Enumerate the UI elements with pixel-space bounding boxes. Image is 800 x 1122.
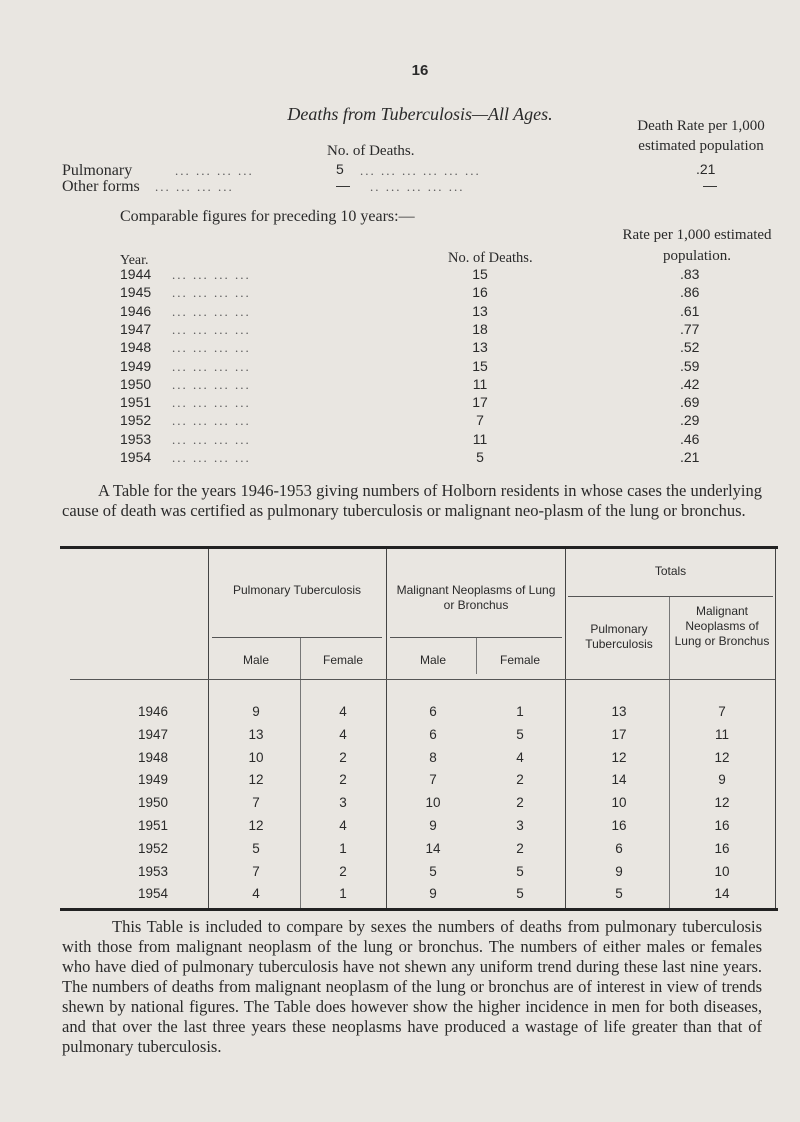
header-malignant-neoplasms: Malignant Neoplasms of Lung or Bronchus — [396, 583, 556, 612]
column-rule — [208, 549, 209, 908]
leader-dots: ... ... ... ... — [155, 179, 234, 194]
header-totals: Totals — [654, 564, 687, 578]
cell-year: 1946 — [137, 704, 169, 719]
cell-tm: 16 — [714, 818, 730, 833]
cell-year: 1950 — [137, 795, 169, 811]
comparable-rate: .69 — [680, 394, 700, 411]
leader-dots: ... ... ... ... ... ... — [360, 163, 481, 178]
cell-tm: 7 — [718, 704, 726, 719]
comparable-year: 1945 — [120, 284, 152, 301]
cell-year: 1947 — [137, 726, 169, 742]
table-top-rule — [60, 546, 778, 549]
header-totals-pulmonary: Pulmonary Tuberculosis — [585, 622, 653, 651]
cell-tp: 6 — [615, 840, 623, 856]
cell-pm: 12 — [248, 772, 264, 788]
leader-dots: ... ... ... ... — [172, 303, 251, 319]
summary-row-other-deaths: — — [336, 177, 350, 193]
cell-mf: 5 — [516, 886, 524, 902]
cell-tp: 16 — [611, 818, 627, 833]
comparable-deaths: 15 — [472, 357, 488, 374]
comparable-year: 1949 — [120, 357, 152, 374]
header-rule — [390, 637, 562, 638]
cell-tp: 9 — [615, 863, 623, 879]
cell-tm: 12 — [714, 795, 730, 811]
cell-mf: 2 — [516, 772, 524, 788]
summary-row-pulmonary-deaths: 5 — [336, 161, 344, 177]
comparable-rate: .83 — [680, 266, 700, 282]
comparable-year: 1951 — [120, 394, 152, 411]
cell-year: 1954 — [137, 886, 169, 902]
leader-dots: ... ... ... ... — [172, 431, 251, 447]
comparable-deaths: 18 — [472, 320, 488, 337]
column-rule — [669, 597, 670, 908]
comparable-deaths: 11 — [472, 375, 488, 392]
summary-rate-header: Death Rate per 1,000 estimated population — [637, 118, 765, 154]
header-malignant-male: Male — [419, 653, 446, 667]
comparable-deaths: 13 — [472, 302, 488, 319]
comparable-rate: .21 — [680, 449, 700, 465]
comparable-year: 1948 — [120, 339, 152, 356]
leader-dots: ... ... ... ... — [175, 163, 254, 178]
leader-dots: ... ... ... ... — [172, 376, 251, 392]
cell-mm: 7 — [429, 772, 437, 788]
table-intro-paragraph: A Table for the years 1946-1953 giving numbers of Holborn residents in whose cases the underlying cause of death was certified as pulmonary tuberculosis or malignant neo-plasm of the lung or bronchus. — [62, 481, 762, 520]
cell-mm: 10 — [425, 795, 441, 811]
comparable-year-header: Year. — [120, 253, 149, 268]
comparable-year: 1944 — [120, 266, 152, 282]
cell-pf: 2 — [339, 863, 347, 879]
leader-dots: ... ... ... ... — [172, 395, 251, 411]
cell-mm: 9 — [429, 818, 437, 833]
column-rule — [775, 549, 776, 908]
comparable-deaths: 15 — [472, 266, 488, 282]
leader-dots: ... ... ... ... — [172, 413, 251, 429]
cell-pf: 1 — [339, 886, 347, 902]
comparable-rate: .29 — [680, 412, 700, 429]
cell-mf: 2 — [516, 840, 524, 856]
summary-row-pulmonary-rate: .21 — [696, 161, 716, 177]
closing-paragraph: This Table is included to compare by sexes the numbers of deaths from pulmonary tuberculosis with those from malignant neoplasm of the lung or bronchus. The numbers of either males or females who have died of pulmonary tuberculosis have not shewn any uniform trend during these last nine years. The numbers of deaths from malignant neoplasm of the lung or bronchus are of interest in view of trends shewn by national figures. The Table does however show the higher incidence in men for both diseases, and that over the last three years these neoplasms have produced a wastage of life greater than that of pulmonary tuberculosis. — [62, 917, 762, 1056]
summary-row-pulmonary-label: Pulmonary — [62, 162, 133, 179]
cell-pm: 10 — [248, 749, 264, 765]
cell-tm: 14 — [714, 886, 730, 902]
cell-mm: 9 — [429, 886, 437, 902]
comparable-rate: .59 — [680, 357, 700, 374]
cell-pm: 9 — [252, 704, 260, 719]
cell-tp: 12 — [611, 749, 627, 765]
comparable-deaths: 11 — [472, 430, 488, 447]
cell-mf: 5 — [516, 726, 524, 742]
cell-tm: 9 — [718, 772, 726, 788]
cell-pf: 2 — [339, 772, 347, 788]
leader-dots: .. ... ... ... ... — [370, 179, 465, 194]
cell-tp: 17 — [611, 726, 627, 742]
cell-tm: 11 — [714, 726, 729, 742]
header-pulmonary-female: Female — [322, 653, 363, 667]
page-number: 16 — [411, 62, 429, 79]
comparable-deaths-header: No. of Deaths. — [448, 250, 533, 266]
comparable-year: 1954 — [120, 449, 152, 465]
cell-pm: 13 — [248, 726, 264, 742]
comparable-rate-header: Rate per 1,000 estimated population. — [622, 227, 772, 264]
page-title: Deaths from Tuberculosis—All Ages. — [287, 104, 553, 124]
cell-tp: 10 — [611, 795, 627, 811]
cell-tm: 12 — [714, 749, 730, 765]
comparable-year: 1947 — [120, 320, 152, 337]
cell-pf: 4 — [339, 704, 347, 719]
comparable-deaths: 13 — [472, 339, 488, 356]
cell-year: 1948 — [137, 749, 169, 765]
leader-dots: ... ... ... ... — [172, 450, 251, 465]
leader-dots: ... ... ... ... — [172, 321, 251, 337]
cell-year: 1952 — [137, 840, 169, 856]
column-rule — [386, 549, 387, 908]
comparable-deaths: 5 — [476, 449, 484, 465]
leader-dots: ... ... ... ... — [172, 358, 251, 374]
comparable-deaths: 7 — [476, 412, 484, 429]
cell-pm: 4 — [252, 886, 260, 902]
cell-tm: 10 — [714, 863, 730, 879]
comparable-deaths: 16 — [472, 284, 488, 301]
comparable-rate: .52 — [680, 339, 700, 356]
comparable-year: 1950 — [120, 375, 152, 392]
cell-year: 1951 — [137, 818, 169, 833]
cell-pm: 5 — [252, 840, 260, 856]
table-bottom-rule — [60, 908, 778, 911]
cell-pm: 7 — [252, 795, 260, 811]
cell-mm: 8 — [429, 749, 437, 765]
summary-deaths-header: No. of Deaths. — [327, 143, 415, 159]
header-malignant-female: Female — [499, 653, 540, 667]
cell-pm: 7 — [252, 863, 260, 879]
header-rule — [212, 637, 382, 638]
cell-year: 1953 — [137, 863, 169, 879]
cell-mf: 1 — [516, 704, 524, 719]
cell-pf: 4 — [339, 818, 347, 833]
comparable-year: 1953 — [120, 430, 152, 447]
header-bottom-rule — [70, 679, 775, 680]
comparable-rate: .86 — [680, 284, 700, 301]
leader-dots: ... ... ... ... — [172, 340, 251, 356]
cell-tm: 16 — [714, 840, 730, 856]
cell-mf: 5 — [516, 863, 524, 879]
cell-mf: 2 — [516, 795, 524, 811]
cell-mm: 5 — [429, 863, 437, 879]
leader-dots: ... ... ... ... — [172, 267, 251, 282]
cell-tp: 13 — [611, 704, 627, 719]
cell-mf: 3 — [516, 818, 524, 833]
comparable-rate: .61 — [680, 302, 700, 319]
comparable-year: 1952 — [120, 412, 152, 429]
cell-tp: 14 — [611, 772, 627, 788]
cell-mm: 6 — [429, 704, 437, 719]
cell-mm: 6 — [429, 726, 437, 742]
comparable-year: 1946 — [120, 302, 152, 319]
header-pulmonary-male: Male — [242, 653, 269, 667]
comparable-rate: .42 — [680, 375, 700, 392]
cell-pf: 3 — [339, 795, 347, 811]
header-pulmonary-tuberculosis: Pulmonary Tuberculosis — [232, 583, 362, 597]
cell-pf: 1 — [339, 840, 347, 856]
comparable-rate: .46 — [680, 430, 700, 447]
cell-pm: 12 — [248, 818, 264, 833]
cell-tp: 5 — [615, 886, 623, 902]
comparable-rate: .77 — [680, 320, 700, 337]
comparable-intro: Comparable figures for preceding 10 years:— — [120, 208, 415, 225]
header-rule — [568, 596, 773, 597]
summary-row-other-rate: — — [703, 177, 717, 193]
comparable-deaths: 17 — [472, 394, 488, 411]
cell-pf: 2 — [339, 749, 347, 765]
cell-year: 1949 — [137, 772, 169, 788]
leader-dots: ... ... ... ... — [172, 285, 251, 301]
cell-mm: 14 — [425, 840, 441, 856]
header-totals-malignant: Malignant Neoplasms of Lung or Bronchus — [674, 604, 770, 648]
cell-mf: 4 — [516, 749, 524, 765]
summary-row-other-label: Other forms — [62, 178, 140, 195]
cell-pf: 4 — [339, 726, 347, 742]
column-rule — [565, 549, 566, 908]
